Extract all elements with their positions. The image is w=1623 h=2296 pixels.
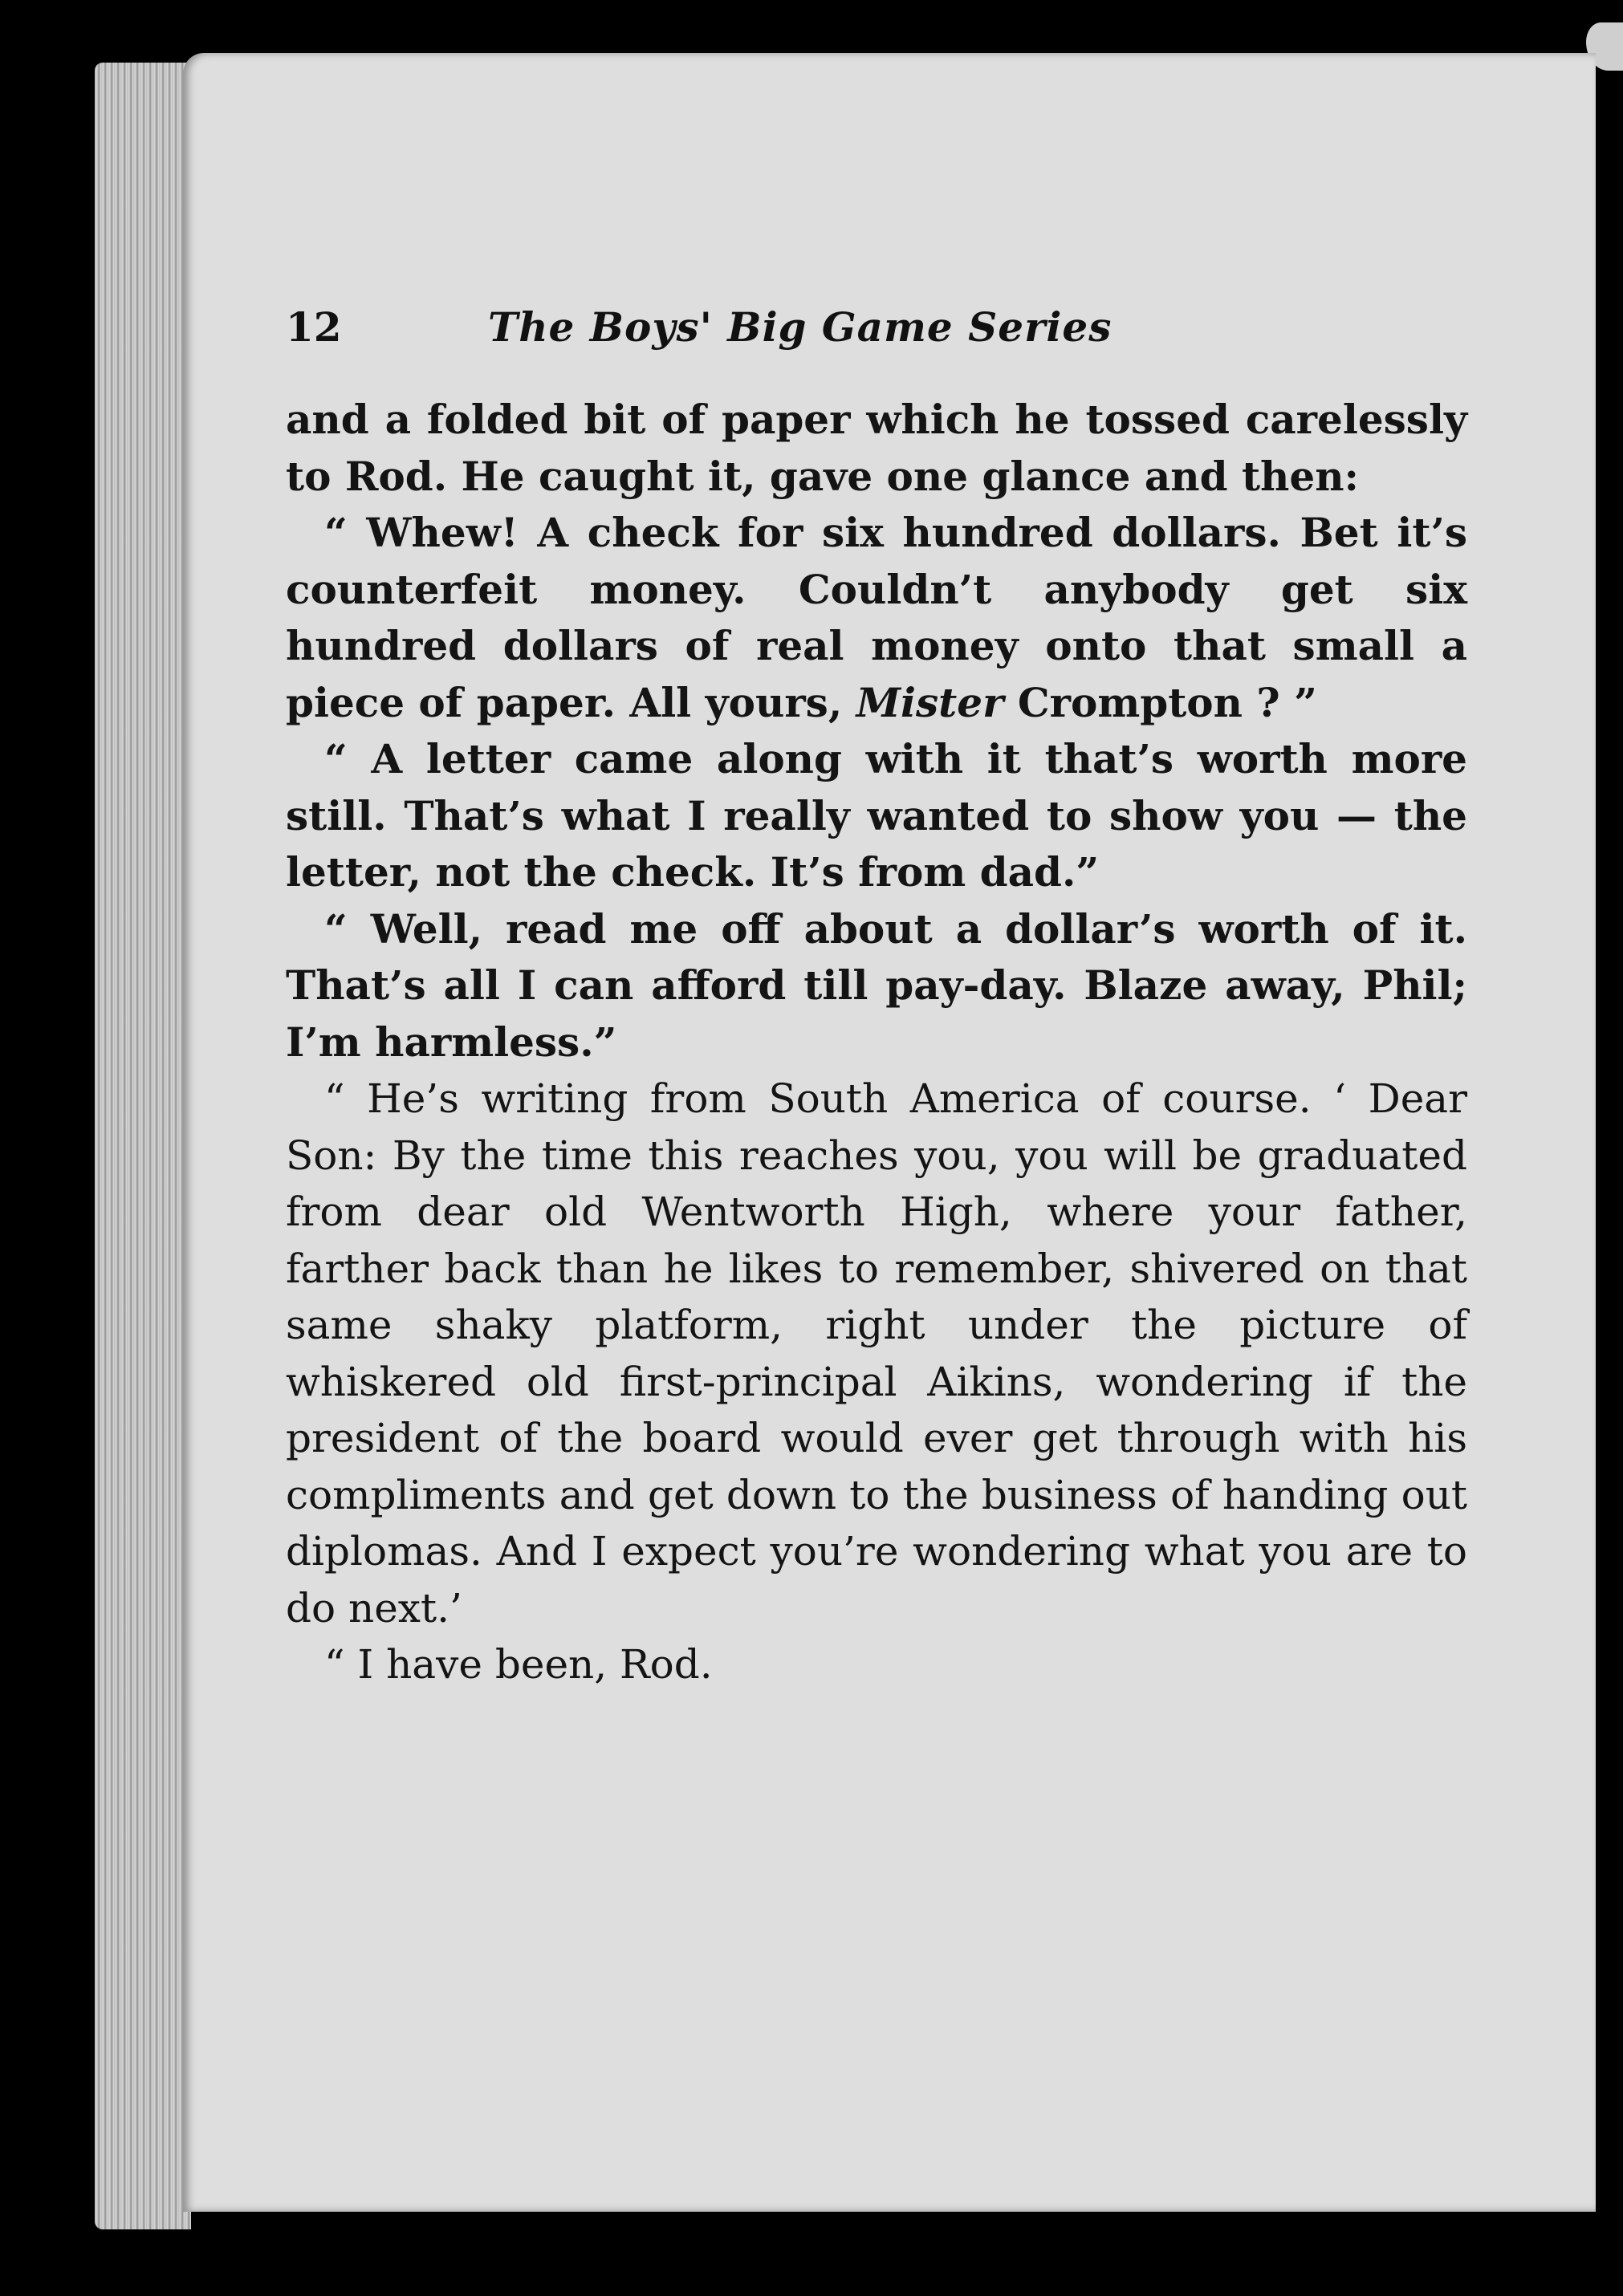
paragraph-3: “ A letter came along with it that’s worth more still. That’s what I really wanted to show you — the letter, not the check. It’s from dad.”: [286, 735, 1467, 896]
book-page-edges: [95, 63, 191, 2229]
paragraph-4: “ Well, read me off about a dollar’s worth of it. That’s all I can afford till pay-day. Blaze away, Phil; I’m harmless.”: [286, 904, 1467, 1066]
running-head: The Boys' Big Game Series: [488, 303, 1113, 351]
paragraph-1: and a folded bit of paper which he tossed carelessly to Rod. He caught it, gave one glance and then:: [286, 396, 1467, 500]
paragraph-2: [286, 505, 1467, 731]
paragraph-5: “ He’s writing from South America of course. ‘ Dear Son: By the time this reaches you, you will be graduated from dear old Wentworth High, where your father, farther back than he likes to remember, shivered on that same shaky platform, right under the picture of whiskered old first-principal Aikins, wondering if the president of the board would ever get through with his compliments and get down to the business of handing out diplomas. And I expect you’re wondering what you are to do next.’: [286, 1075, 1467, 1632]
paragraph-2-text: “ Whew! A check for six hundred dollars. Bet it’s counterfeit money. Couldn’t anybody get six hundred dollars of real money onto that small a piece of paper. All yours,: [286, 509, 1467, 726]
italic-phrase: Mister: [856, 678, 1004, 726]
paragraph-6: “ I have been, Rod.: [324, 1641, 713, 1688]
paragraph-2-end: Crompton ? ”: [1017, 678, 1317, 726]
page-number: 12: [286, 303, 342, 351]
page-body: [286, 392, 1467, 1693]
page-header: [286, 303, 1467, 368]
